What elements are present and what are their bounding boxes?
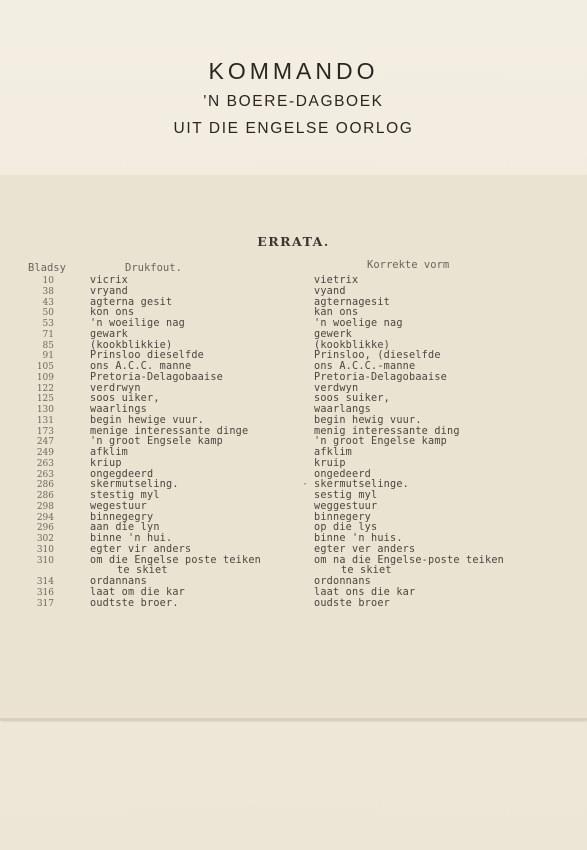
- errata-misprint: soos uiker,: [90, 393, 160, 405]
- errata-row: [0, 437, 587, 448]
- errata-page-number: 263: [36, 469, 54, 480]
- errata-heading: ERRATA.: [257, 234, 330, 249]
- errata-correction: soos suiker,: [314, 393, 391, 405]
- errata-correction: Pretoria-Delagobaaise: [314, 371, 448, 383]
- errata-misprint: waarlings: [90, 404, 148, 415]
- errata-misprint: laat om die kar: [90, 586, 186, 598]
- errata-misprint: binnegegry: [90, 511, 154, 523]
- errata-correction: vyand: [314, 285, 346, 297]
- errata-row: [0, 362, 587, 373]
- errata-row: [0, 534, 587, 545]
- errata-correction: (kookblikke): [314, 339, 391, 351]
- errata-page-number: 122: [36, 383, 54, 394]
- errata-row: [0, 416, 587, 427]
- errata-misprint: oudtste broer.: [90, 597, 179, 609]
- errata-page-number: 131: [36, 415, 54, 426]
- errata-misprint: 'n woeilige nag: [90, 318, 186, 329]
- errata-misprint: verdrwyn: [90, 382, 141, 394]
- errata-correction: ons A.C.C.-manne: [314, 361, 416, 372]
- errata-page-number: 317: [36, 598, 54, 609]
- errata-misprint: 'n groot Engsele kamp: [90, 436, 224, 448]
- errata-correction: skermutselinge.: [314, 479, 410, 491]
- errata-misprint: te skiet: [117, 565, 168, 577]
- errata-correction: vietrix: [314, 275, 359, 286]
- errata-correction: weggestuur: [314, 500, 378, 512]
- column-header-page: Bladsy: [28, 262, 66, 274]
- errata-misprint: wegestuur: [90, 500, 148, 512]
- errata-misprint: ongegdeerd: [90, 468, 154, 480]
- errata-page-number: 130: [36, 405, 54, 415]
- book-subtitle-line2: UIT DIE ENGELSE OORLOG: [173, 120, 414, 137]
- errata-row: [0, 427, 587, 438]
- errata-correction: ordonnans: [314, 576, 372, 587]
- errata-correction: kan ons: [314, 307, 359, 319]
- errata-misprint: ordannans: [90, 576, 148, 587]
- errata-row: [0, 287, 587, 298]
- errata-misprint: afklim: [90, 447, 129, 458]
- errata-correction: ongedeerd: [314, 468, 372, 480]
- errata-misprint: om die Engelse poste teiken: [90, 554, 262, 566]
- errata-row: [0, 588, 587, 599]
- errata-correction: te skiet: [341, 565, 392, 577]
- errata-page-number: 53: [42, 319, 54, 329]
- errata-correction: begin hewig vuur.: [314, 414, 422, 426]
- errata-page-number: 71: [42, 329, 54, 340]
- errata-page-number: 314: [36, 577, 54, 587]
- errata-page-number: 294: [36, 512, 54, 523]
- errata-correction: 'n groot Engelse kamp: [314, 436, 448, 448]
- errata-correction: Prinsloo, (dieselfde: [314, 350, 441, 362]
- book-subtitle-line1: 'N BOERE-DAGBOEK: [203, 93, 384, 110]
- errata-correction: binne 'n huis.: [314, 533, 403, 544]
- errata-table: [0, 276, 587, 609]
- errata-correction: agternagesit: [314, 296, 391, 308]
- errata-page-number: 286: [36, 491, 54, 501]
- errata-page-number: 247: [36, 437, 54, 448]
- errata-row: [0, 448, 587, 459]
- errata-misprint: vryand: [90, 285, 129, 297]
- errata-row: [0, 566, 587, 577]
- errata-correction: oudste broer: [314, 597, 391, 609]
- errata-row: [0, 298, 587, 309]
- errata-page-number: 43: [42, 297, 54, 308]
- column-header-correct: Korrekte vorm: [367, 259, 450, 271]
- errata-correction: gewerk: [314, 328, 353, 340]
- errata-page-number: 296: [36, 523, 54, 534]
- errata-misprint: egter vir anders: [90, 543, 192, 555]
- errata-correction: 'n woelige nag: [314, 318, 403, 329]
- errata-correction: afklim: [314, 447, 353, 458]
- errata-row: [0, 459, 587, 470]
- errata-page-number: 286: [36, 480, 54, 491]
- errata-page-number: 298: [36, 501, 54, 512]
- errata-misprint: menige interessante dinge: [90, 425, 249, 437]
- errata-row: [0, 373, 587, 384]
- errata-misprint: aan die lyn: [90, 522, 160, 534]
- errata-row: [0, 319, 587, 330]
- errata-page-number: 50: [42, 308, 54, 319]
- errata-row: [0, 545, 587, 556]
- errata-row: [0, 341, 587, 352]
- errata-misprint: kriup: [90, 457, 122, 469]
- errata-row: [0, 523, 587, 534]
- errata-misprint: ons A.C.C. manne: [90, 361, 192, 372]
- errata-misprint: Prinsloo dieselfde: [90, 350, 205, 362]
- errata-misprint: agterna gesit: [90, 296, 173, 308]
- errata-correction: egter ver anders: [314, 543, 416, 555]
- errata-page-number: 38: [42, 286, 54, 297]
- errata-row: [0, 384, 587, 395]
- errata-page-number: 263: [36, 458, 54, 469]
- errata-correction: waarlangs: [314, 404, 372, 415]
- errata-page-number: 302: [36, 534, 54, 544]
- errata-correction: kruip: [314, 457, 346, 469]
- errata-misprint: stestig myl: [90, 490, 160, 501]
- errata-row: [0, 513, 587, 524]
- errata-page-number: 105: [36, 362, 54, 372]
- errata-row: [0, 480, 587, 491]
- errata-misprint: binne 'n hui.: [90, 533, 173, 544]
- errata-row: [0, 330, 587, 341]
- errata-row: [0, 502, 587, 513]
- errata-page-number: 173: [36, 426, 54, 437]
- errata-misprint: kon ons: [90, 307, 135, 319]
- errata-correction: binnegery: [314, 511, 372, 523]
- errata-correction: om na die Engelse-poste teiken: [314, 554, 505, 566]
- column-header-misprint: Drukfout.: [125, 262, 182, 274]
- errata-row: [0, 470, 587, 481]
- errata-row: [0, 556, 587, 567]
- errata-page-number: 85: [42, 340, 54, 351]
- errata-misprint: skermutseling.: [90, 479, 179, 491]
- errata-page-number: 91: [42, 351, 54, 362]
- errata-page-number: 109: [36, 372, 54, 383]
- errata-correction: verdwyn: [314, 382, 359, 394]
- errata-row: [0, 308, 587, 319]
- book-title: KOMMANDO: [208, 58, 379, 84]
- errata-page-number: 310: [36, 544, 54, 555]
- errata-row: [0, 599, 587, 610]
- margin-mark: ·: [302, 479, 309, 491]
- errata-page-number: 125: [36, 394, 54, 405]
- errata-correction: laat ons die kar: [314, 586, 416, 598]
- errata-correction: op die lys: [314, 522, 378, 534]
- errata-page-number: 10: [42, 276, 54, 286]
- errata-correction: menig interessante ding: [314, 425, 460, 437]
- errata-misprint: vicrix: [90, 275, 129, 286]
- errata-correction: sestig myl: [314, 490, 378, 501]
- errata-page-number: 316: [36, 587, 54, 598]
- errata-misprint: begin hewige vuur.: [90, 414, 205, 426]
- errata-slip-edge: [0, 718, 587, 720]
- errata-misprint: (kookblikkie): [90, 339, 173, 351]
- errata-misprint: gewark: [90, 328, 129, 340]
- errata-page-number: 310: [36, 555, 54, 566]
- errata-row: [0, 491, 587, 502]
- errata-page-number: 249: [36, 448, 54, 458]
- errata-row: [0, 394, 587, 405]
- errata-row: [0, 405, 587, 416]
- errata-misprint: Pretoria-Delagobaaise: [90, 371, 224, 383]
- errata-row: [0, 276, 587, 287]
- errata-row: [0, 351, 587, 362]
- errata-row: [0, 577, 587, 588]
